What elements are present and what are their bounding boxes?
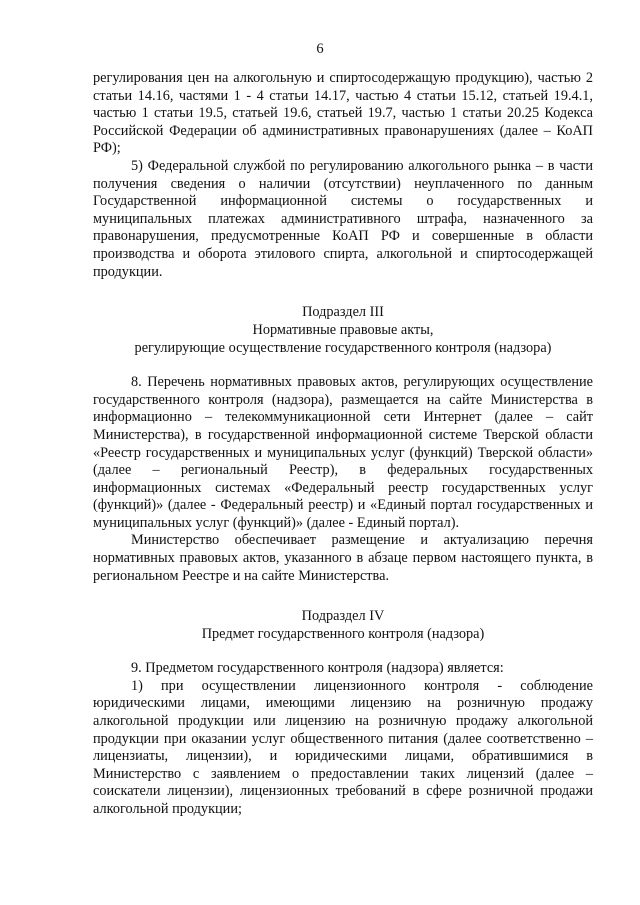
paragraph-item-5: 5) Федеральной службой по регулированию алкогольного рынка – в части получения сведения о наличии (отсутствии) неуплаченного по данным Государственной информационной системы о государственных и муниципальных платежах административного штрафа, назначенного за правонарушения, предусмотренные КоАП РФ и совершенные в области производства и оборота этилового спирта, алкогольной и спиртосодержащей продукции. xyxy=(93,157,593,280)
section-4-subtitle-line-1: Предмет государственного контроля (надзора) xyxy=(201,626,485,643)
paragraph-ministry: Министерство обеспечивает размещение и актуализацию перечня нормативных правовых актов, указанного в абзаце первом настоящего пункта, в региональном Реестре и на сайте Министерства. xyxy=(93,532,593,584)
spacer xyxy=(93,357,593,374)
section-3-subtitle-line-2: регулирующие осуществление государственного контроля (надзора) xyxy=(134,340,552,357)
paragraph-continuation: регулирования цен на алкогольную и спиртосодержащую продукцию), частью 2 статьи 14.16, частями 1 - 4 статьи 14.17, частью 4 статьи 15.12, статьей 19.4.1, частью 1 статьи 19.5, статьей 19.6, статьей 19.7, частью 1 статьи 20.25 Кодекса Российской Федерации об административных правонарушениях (далее – КоАП РФ); xyxy=(93,70,593,157)
paragraph-item-9-1: 1) при осуществлении лицензионного контроля - соблюдение юридическими лицами, имеющими лицензию на розничную продажу алкогольной продукции или лицензию на розничную продажу алкогольной продукции при оказании услуг общественного питания (далее соответственно – лицензиаты, лицензии), и юридическими лицами, обратившимися в Министерство с заявлением о предоставлении таких лицензий (далее – соискатели лицензии), лицензионных требований в сфере розничной продажи алкогольной продукции; xyxy=(93,677,593,817)
spacer xyxy=(93,585,593,607)
paragraph-item-8: 8. Перечень нормативных правовых актов, регулирующих осуществление государственного контроля (надзора), размещается на сайте Министерства в информационно – телекоммуникационной сети Интернет (далее – сайт Министерства), в государственной информационной системе Тверской области «Реестр государственных и муниципальных услуг (функций) Тверской области» (далее – региональный Реестр), в федеральных государственных информационных системах «Федеральный реестр государственных услуг (функций)» (далее - Федеральный реестр) и «Единый портал государственных и муниципальных услуг (функций)» (далее - Единый портал). xyxy=(93,374,593,531)
document-body xyxy=(93,70,593,819)
section-3-title: Подраздел III xyxy=(302,304,384,321)
section-4-title: Подраздел IV xyxy=(301,608,385,625)
spacer xyxy=(93,643,593,660)
paragraph-item-9: 9. Предметом государственного контроля (надзора) является: xyxy=(131,660,504,677)
section-3-subtitle-line-1: Нормативные правовые акты, xyxy=(252,322,434,339)
page-number: 6 xyxy=(316,41,324,57)
spacer xyxy=(93,281,593,303)
